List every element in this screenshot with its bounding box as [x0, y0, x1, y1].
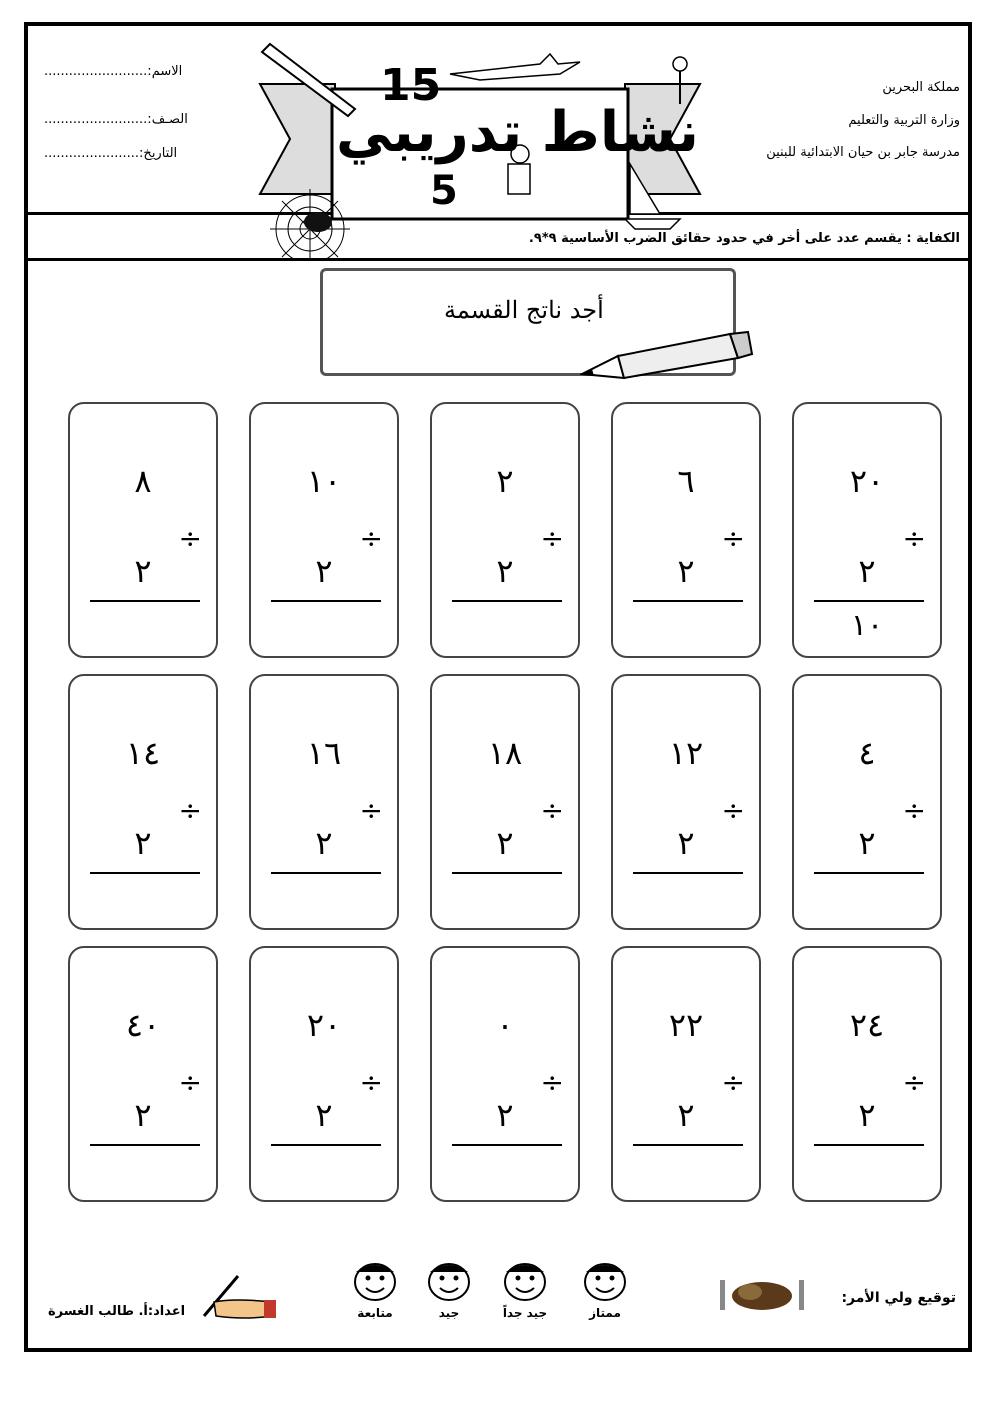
- face-icon: [574, 1262, 636, 1302]
- division-card: [68, 674, 218, 930]
- writing-hand-icon: [194, 1272, 278, 1322]
- answer-line: [271, 600, 381, 602]
- dividend: ١٨: [487, 734, 523, 772]
- divisor: ٢: [677, 1096, 695, 1134]
- answer-line: [633, 1144, 743, 1146]
- rating-label: جيد: [438, 1306, 460, 1320]
- division-card: [249, 946, 399, 1202]
- divide-sign: ÷: [540, 1066, 564, 1099]
- divide-sign: ÷: [359, 1066, 383, 1099]
- division-card: [430, 946, 580, 1202]
- dividend: ١٦: [306, 734, 342, 772]
- answer-line: [90, 600, 200, 602]
- dividend: ٢٠: [306, 1006, 342, 1044]
- answer-line: [90, 1144, 200, 1146]
- dividend: ٠: [496, 1006, 514, 1044]
- divisor: ٢: [677, 824, 695, 862]
- pencil-icon: [580, 330, 755, 386]
- dividend: ٢٠: [849, 462, 885, 500]
- answer-line: [633, 872, 743, 874]
- dividend: ٤٠: [125, 1006, 161, 1044]
- divisor: ٢: [134, 824, 152, 862]
- rating-label: متابعة: [357, 1306, 393, 1320]
- division-card: [249, 402, 399, 658]
- divisor: ٢: [496, 824, 514, 862]
- divisor: ٢: [315, 824, 333, 862]
- instruction-text: أجد ناتج القسمة: [444, 296, 604, 324]
- division-card: [611, 674, 761, 930]
- divisor: ٢: [858, 824, 876, 862]
- rating-option[interactable]: [494, 1262, 556, 1320]
- dividend: ١٤: [125, 734, 161, 772]
- division-card: [430, 402, 580, 658]
- dividend: ٢٤: [849, 1006, 885, 1044]
- banner-title: نشاط تدريبي: [336, 100, 699, 165]
- division-card: [611, 946, 761, 1202]
- answer-line: [271, 1144, 381, 1146]
- face-icon: [494, 1262, 556, 1302]
- handshake-icon: [720, 1272, 804, 1316]
- divide-sign: ÷: [178, 1066, 202, 1099]
- divide-sign: ÷: [902, 522, 926, 555]
- divide-sign: ÷: [540, 522, 564, 555]
- dividend: ٢٢: [668, 1006, 704, 1044]
- dividend: ٦: [677, 462, 695, 500]
- dividend: ٤: [858, 734, 876, 772]
- divisor: ٢: [496, 1096, 514, 1134]
- answer-line: [814, 600, 924, 602]
- divisor: ٢: [315, 552, 333, 590]
- division-card: [792, 946, 942, 1202]
- answer-line: [452, 1144, 562, 1146]
- rating-label: ممتاز: [589, 1306, 621, 1320]
- division-card: [68, 946, 218, 1202]
- division-card: [249, 674, 399, 930]
- guardian-signature-label: توقيع ولي الأمر:: [841, 1290, 956, 1306]
- divisor: ٢: [496, 552, 514, 590]
- kingdom-label: مملكة البحرين: [882, 80, 960, 95]
- class-field[interactable]: الصـف:.........................: [44, 112, 188, 127]
- answer-line: [90, 872, 200, 874]
- answer-line: [452, 600, 562, 602]
- divisor: ٢: [134, 1096, 152, 1134]
- prepared-by: اعداد:أ. طالب الغسرة: [48, 1304, 186, 1319]
- divide-sign: ÷: [721, 522, 745, 555]
- divide-sign: ÷: [902, 794, 926, 827]
- divisor: ٢: [134, 552, 152, 590]
- dividend: ٨: [134, 462, 152, 500]
- dividend: ١٢: [668, 734, 704, 772]
- ministry-label: وزارة التربية والتعليم: [848, 113, 960, 128]
- divide-sign: ÷: [178, 794, 202, 827]
- name-field[interactable]: الاسم:.........................: [44, 64, 183, 79]
- rating-label: جيد جداً: [502, 1306, 548, 1320]
- divisor: ٢: [315, 1096, 333, 1134]
- competency-text: الكفاية : يقسم عدد على أخر في حدود حقائق الضرب الأساسية ٩*٩.: [528, 231, 960, 246]
- dividend: ١٠: [306, 462, 342, 500]
- answer-line: [271, 872, 381, 874]
- face-icon: [418, 1262, 480, 1302]
- answer-line: [814, 872, 924, 874]
- answer-field[interactable]: ١٠: [850, 608, 884, 643]
- banner-number: 15: [380, 60, 442, 111]
- division-card: [611, 402, 761, 658]
- divide-sign: ÷: [721, 1066, 745, 1099]
- division-card: [792, 402, 942, 658]
- divide-sign: ÷: [359, 794, 383, 827]
- date-field[interactable]: التاريخ:.......................: [44, 146, 178, 161]
- divisor: ٢: [677, 552, 695, 590]
- division-card: [68, 402, 218, 658]
- divide-sign: ÷: [540, 794, 564, 827]
- dividend: ٢: [496, 462, 514, 500]
- answer-line: [814, 1144, 924, 1146]
- divisor: ٢: [858, 1096, 876, 1134]
- division-card: [430, 674, 580, 930]
- school-label: مدرسة جابر بن حيان الابتدائية للبنين: [766, 145, 960, 160]
- rating-option[interactable]: [574, 1262, 636, 1320]
- divide-sign: ÷: [902, 1066, 926, 1099]
- divide-sign: ÷: [721, 794, 745, 827]
- face-icon: [344, 1262, 406, 1302]
- answer-line: [633, 600, 743, 602]
- divide-sign: ÷: [359, 522, 383, 555]
- rating-option[interactable]: [344, 1262, 406, 1320]
- divide-sign: ÷: [178, 522, 202, 555]
- rating-option[interactable]: [418, 1262, 480, 1320]
- competency-divider: [28, 258, 968, 261]
- answer-line: [452, 872, 562, 874]
- divisor: ٢: [858, 552, 876, 590]
- banner-sub-number: 5: [430, 168, 458, 214]
- division-card: [792, 674, 942, 930]
